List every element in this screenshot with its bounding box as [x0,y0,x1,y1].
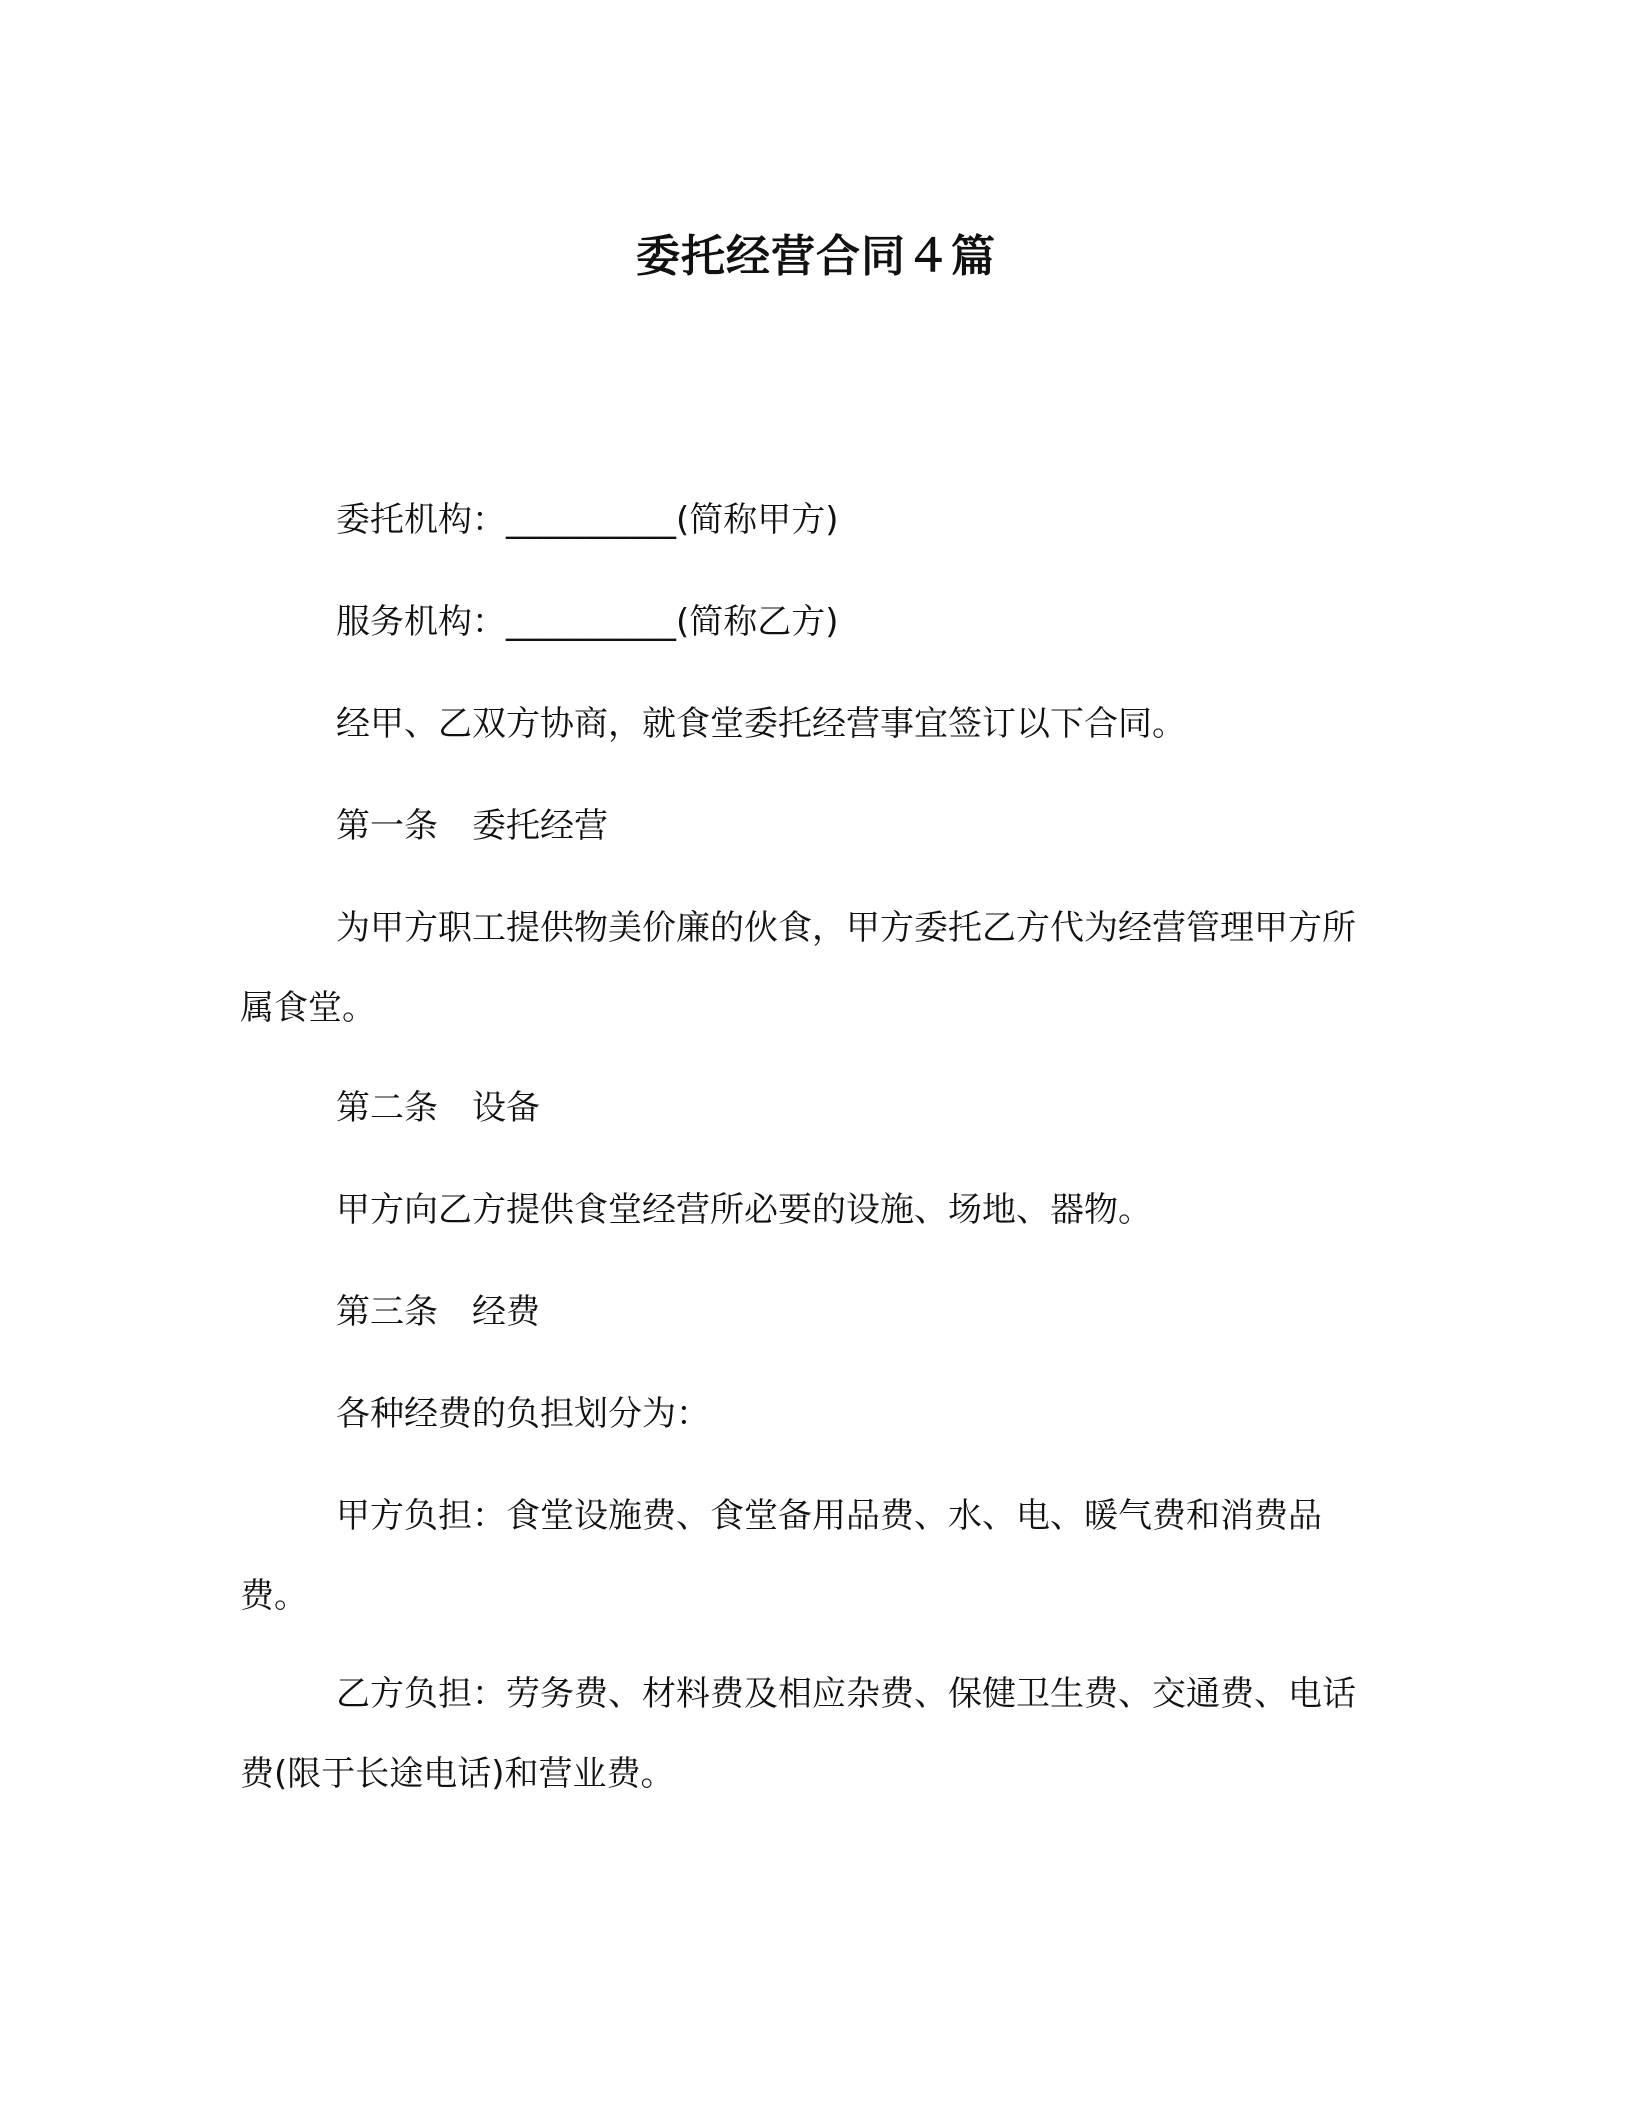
party-a-line: 委托机构：__________(简称甲方) [336,500,839,540]
article-3-body: 各种经费的负担划分为： [336,1394,710,1434]
article-2-heading: 第二条 设备 [336,1088,540,1128]
preamble-paragraph: 经甲、乙双方协商，就食堂委托经营事宜签订以下合同。 [336,704,1186,744]
article-3-party-a-costs: 甲方负担：食堂设施费、食堂备用品费、水、电、暖气费和消费品费。 [240,1496,1322,1616]
article-2-body: 甲方向乙方提供食堂经营所必要的设施、场地、器物。 [336,1190,1152,1230]
article-1-heading: 第一条 委托经营 [336,806,608,846]
article-3-heading: 第三条 经费 [336,1292,540,1332]
article-3-party-b-costs: 乙方负担：劳务费、材料费及相应杂费、保健卫生费、交通费、电话费(限于长途电话)和营业费。 [240,1674,1356,1794]
article-1-body: 为甲方职工提供物美价廉的伙食，甲方委托乙方代为经营管理甲方所属食堂。 [240,908,1356,1028]
party-b-line: 服务机构：__________(简称乙方) [336,602,839,642]
document-title: 委托经营合同４篇 [636,231,996,282]
